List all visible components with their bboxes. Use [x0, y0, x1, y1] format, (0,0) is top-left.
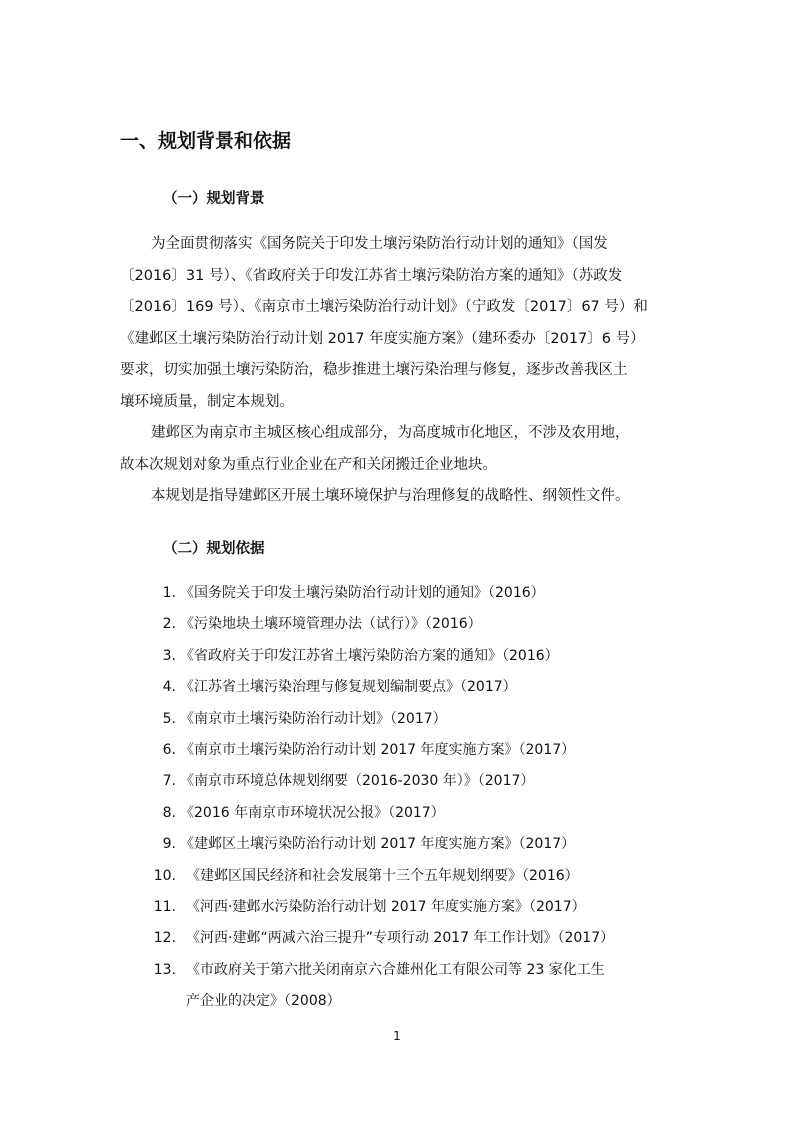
list-item-number: 2.: [162, 616, 176, 633]
list-item-number: 3.: [162, 647, 176, 664]
text-line: 〔2016〕31 号）、《省政府关于印发江苏省土壤污染防治方案的通知》（苏政发: [120, 267, 623, 284]
list-item: [120, 892, 690, 923]
list-item-text: 《省政府关于印发江苏省土壤污染防治方案的通知》（2016）: [180, 647, 559, 664]
list-item-text: 产企业的决定》（2008）: [186, 993, 341, 1010]
list-item-number: 4.: [162, 679, 176, 696]
list-item: [120, 735, 690, 766]
list-item-text: 《污染地块土壤环境管理办法（试行）》（2016）: [180, 616, 482, 633]
chapter-heading: 一、规划背景和依据: [120, 130, 292, 152]
list-item-number: 7.: [162, 773, 176, 790]
list-item-text: 《南京市环境总体规划纲要（2016-2030 年）》（2017）: [180, 773, 535, 790]
background-paragraph-2: [120, 418, 680, 481]
section-title-basis: （二）规划依据: [163, 541, 265, 557]
list-item-text: 《建邺区国民经济和社会发展第十三个五年规划纲要》（2016）: [186, 867, 579, 884]
list-item-text: 《建邺区土壤污染防治行动计划 2017 年度实施方案》（2017）: [180, 836, 576, 853]
list-item-number: 8.: [162, 804, 176, 821]
list-item-text: 《河西·建邺“两减六治三提升”专项行动 2017 年工作计划》（2017）: [186, 930, 615, 947]
list-item-number: 5.: [162, 710, 176, 727]
text-line: 壤环境质量，制定本规划。: [120, 393, 294, 410]
list-item-number: 13.: [153, 961, 176, 978]
list-item: [120, 704, 690, 735]
list-item-continuation: [120, 986, 690, 1017]
list-item: [120, 861, 690, 892]
background-paragraph-3: [120, 481, 680, 513]
text-line: 《建邺区土壤污染防治行动计划 2017 年度实施方案》（建环委办〔2017〕6 号）: [120, 330, 645, 347]
list-item: [120, 923, 690, 954]
list-item: [120, 578, 690, 609]
list-item-text: 《南京市土壤污染防治行动计划 2017 年度实施方案》（2017）: [180, 741, 576, 758]
list-item-text: 《国务院关于印发土壤污染防治行动计划的通知》（2016）: [180, 585, 545, 601]
list-item-number: 12.: [153, 930, 176, 947]
list-item: [120, 798, 690, 829]
list-item-text: 《江苏省土壤污染治理与修复规划编制要点》（2017）: [180, 679, 517, 696]
list-item: [120, 955, 690, 986]
list-item: [120, 672, 690, 703]
list-item: [120, 641, 690, 672]
text-line: 故本次规划对象为重点行业企业在产和关闭搬迁企业地块。: [120, 456, 497, 473]
list-item-number: 11.: [153, 898, 176, 915]
text-line: 本规划是指导建邺区开展土壤环境保护与治理修复的战略性、纲领性文件。: [151, 488, 630, 504]
text-line: 为全面贯彻落实《国务院关于印发土壤污染防治行动计划的通知》（国发: [151, 236, 608, 252]
list-item-text: 《南京市土壤污染防治行动计划》（2017）: [180, 710, 447, 727]
list-item-text: 《市政府关于第六批关闭南京六合雄州化工有限公司等 23 家化工生: [186, 961, 605, 978]
list-item: [120, 609, 690, 640]
text-line: 〔2016〕169 号）、《南京市土壤污染防治行动计划》（宁政发〔2017〕67 号）和: [120, 299, 648, 315]
list-item-text: 《2016 年南京市环境状况公报》（2017）: [180, 804, 445, 821]
background-paragraph-1: [120, 229, 680, 418]
section-title-background: （一）规划背景: [163, 191, 265, 207]
list-item: [120, 766, 690, 797]
text-line: 要求，切实加强土壤污染防治，稳步推进土壤污染治理与修复，逐步改善我区土: [120, 362, 628, 378]
page-number: 1: [393, 1029, 401, 1043]
text-line: 建邺区为南京市主城区核心组成部分，为高度城市化地区，不涉及农用地，: [151, 425, 630, 441]
list-item-number: 10.: [153, 867, 176, 884]
reference-list: [120, 578, 690, 1017]
list-item: [120, 829, 690, 860]
list-item-text: 《河西·建邺水污染防治行动计划 2017 年度实施方案》（2017）: [186, 898, 586, 915]
list-item-number: 6.: [162, 741, 176, 758]
list-item-number: 1.: [162, 585, 176, 601]
list-item-number: 9.: [162, 836, 176, 853]
